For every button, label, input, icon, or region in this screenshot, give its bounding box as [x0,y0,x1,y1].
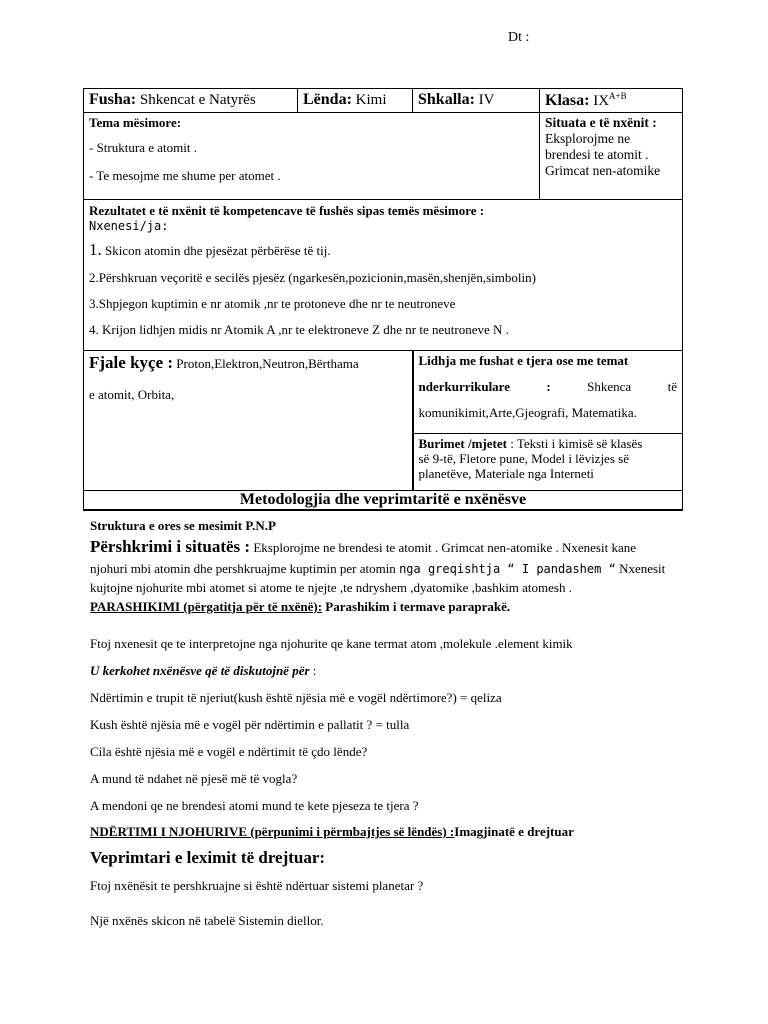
metodologjia-heading: Metodologjia dhe veprimtaritë e nxënësve [84,491,683,511]
tema-title: Tema mësimore: [89,115,182,130]
struktura-heading: Struktura e ores se mesimit P.N.P [90,518,276,533]
question-5: A mendoni qe ne brendesi atomi mund te kete pjeseza te tjera ? [90,798,419,813]
question-4: A mund të ndahet në pjesë më të vogla? [90,771,298,786]
date-label: Dt : [508,30,530,45]
situata-cell [540,113,683,200]
burimet-text-a: : Teksti i kimisë së klasës [510,436,643,451]
fusha-cell [84,89,298,113]
lidhja-title-a: Lidhja me fushat e tjera ose me temat [418,353,629,368]
fjale-cell [84,351,413,491]
lidhja-cell [413,351,683,434]
rezultatet-cell [84,200,683,351]
lenda-label: Lënda: [303,91,352,108]
fjale-text-a: Proton,Elektron,Neutron,Bërthama [176,356,359,371]
kerkohet-colon: : [312,663,317,678]
lidhja-text-a2: të [667,379,677,394]
shkalla-value: IV [478,92,495,108]
rezultatet-item-4: 4. Krijon lidhjen midis nr Atomik A ,nr te elektroneve Z dhe nr te neutroneve N . [89,322,509,337]
pershkrimi-text: Eksplorojme ne brendesi te atomit . Grimcat nen-atomike . Nxenesit kane [253,540,636,555]
rezultatet-item-2: 2.Përshkruan veçoritë e secilës pjesëz (ngarkesën,pozicionin,masën,shenjën,simbolin) [89,270,536,285]
ndertimi-text: Imagjinatë e drejtuar [454,824,574,839]
ndertimi-title: NDËRTIMI I NJOHURIVE (përpunimi i përmbajtjes së lëndës) : [90,824,455,839]
fjale-title: Fjale kyçe : [89,353,174,372]
pershkrimi-line3: kujtojne njohurite mbi atomet si atome te njejte ,te ndryshem ,dyatomike ,bashkim atomesh . [90,580,572,595]
situata-text-a: Eksplorojme ne [545,131,631,146]
situata-text-b: brendesi te atomit . Grimcat nen-atomike [545,147,661,178]
pershkrimi-line2c: Nxenesit [619,561,666,576]
lenda-cell [298,89,413,113]
rezultatet-item-1-num: 1. [89,240,102,259]
klasa-sup: A+B [609,91,627,101]
ftoj-line-2: Ftoj nxënësit te pershkruajne si është ndërtuar sistemi planetar ? [90,878,424,893]
lenda-value: Kimi [355,92,387,108]
veprimtari-heading: Veprimtari e leximit të drejtuar: [90,848,326,867]
klasa-cell [540,89,683,113]
question-3: Cila është njësia më e vogël e ndërtimit të çdo lënde? [90,744,368,759]
tema-item-2: - Te mesojme me shume per atomet . [89,168,281,183]
shkalla-label: Shkalla: [418,91,475,108]
question-1: Ndërtimin e trupit të njeriut(kush është njësia më e vogël ndërtimore?) = qeliza [90,690,502,705]
situata-title: Situata e të nxënit : [545,115,657,130]
lidhja-text-a1: Shkenca [587,379,632,394]
burimet-cell [413,434,683,491]
klasa-value: IX [593,93,610,109]
burimet-text-b: së 9-të, Fletore pune, Model i lëvizjes së [418,451,629,466]
fusha-label: Fusha: [89,91,137,108]
lidhja-colon: : [546,379,551,394]
klasa-label: Klasa: [545,92,590,109]
pershkrimi-line2a: njohuri mbi atomin dhe pershkruajme kuptimin per atomin [90,561,396,576]
rezultatet-subtitle: Nxenesi/ja: [89,219,169,233]
question-2: Kush është njësia më e vogël për ndërtimin e pallatit ? = tulla [90,717,410,732]
pershkrimi-title: Përshkrimi i situatës : [90,537,251,556]
tema-cell [84,113,540,200]
rezultatet-title: Rezultatet e të nxënit të kompetencave të fushës sipas temës mësimore : [89,203,485,218]
pershkrimi-line2b: nga greqishtja “ I pandashem “ [399,562,616,576]
body-content [90,518,720,929]
lidhja-text-b: komunikimit,Arte,Gjeografi, Matematika. [418,405,637,420]
parashikimi-title: PARASHIKIMI (përgatitja për të nxënë): [90,599,323,614]
shkalla-cell [413,89,540,113]
burimet-text-c: planetëve, Materiale nga Interneti [418,466,594,481]
fjale-text-b: e atomit, Orbita, [89,387,175,402]
lidhja-title-b: nderkurrikulare [418,379,510,394]
kerkohet-text: U kerkohet nxënësve që të diskutojnë për [90,663,310,678]
rezultatet-item-1 [89,240,677,260]
lesson-plan-table [83,88,683,511]
fusha-value: Shkencat e Natyrës [139,92,256,108]
tema-item-1: - Struktura e atomit . [89,140,197,155]
rezultatet-item-1-text: Skicon atomin dhe pjesëzat përbërëse të tij. [105,243,331,258]
parashikimi-text: Parashikim i termave paraprakë. [325,599,511,614]
burimet-title: Burimet /mjetet [418,436,507,451]
ftoj-line-1: Ftoj nxenesit qe te interpretojne nga njohurite qe kane termat atom ,molekule .element kimik [90,636,573,651]
nje-nxenes-line: Një nxënës skicon në tabelë Sistemin diellor. [90,913,324,928]
rezultatet-item-3: 3.Shpjegon kuptimin e nr atomik ,nr te protoneve dhe nr te neutroneve [89,296,456,311]
